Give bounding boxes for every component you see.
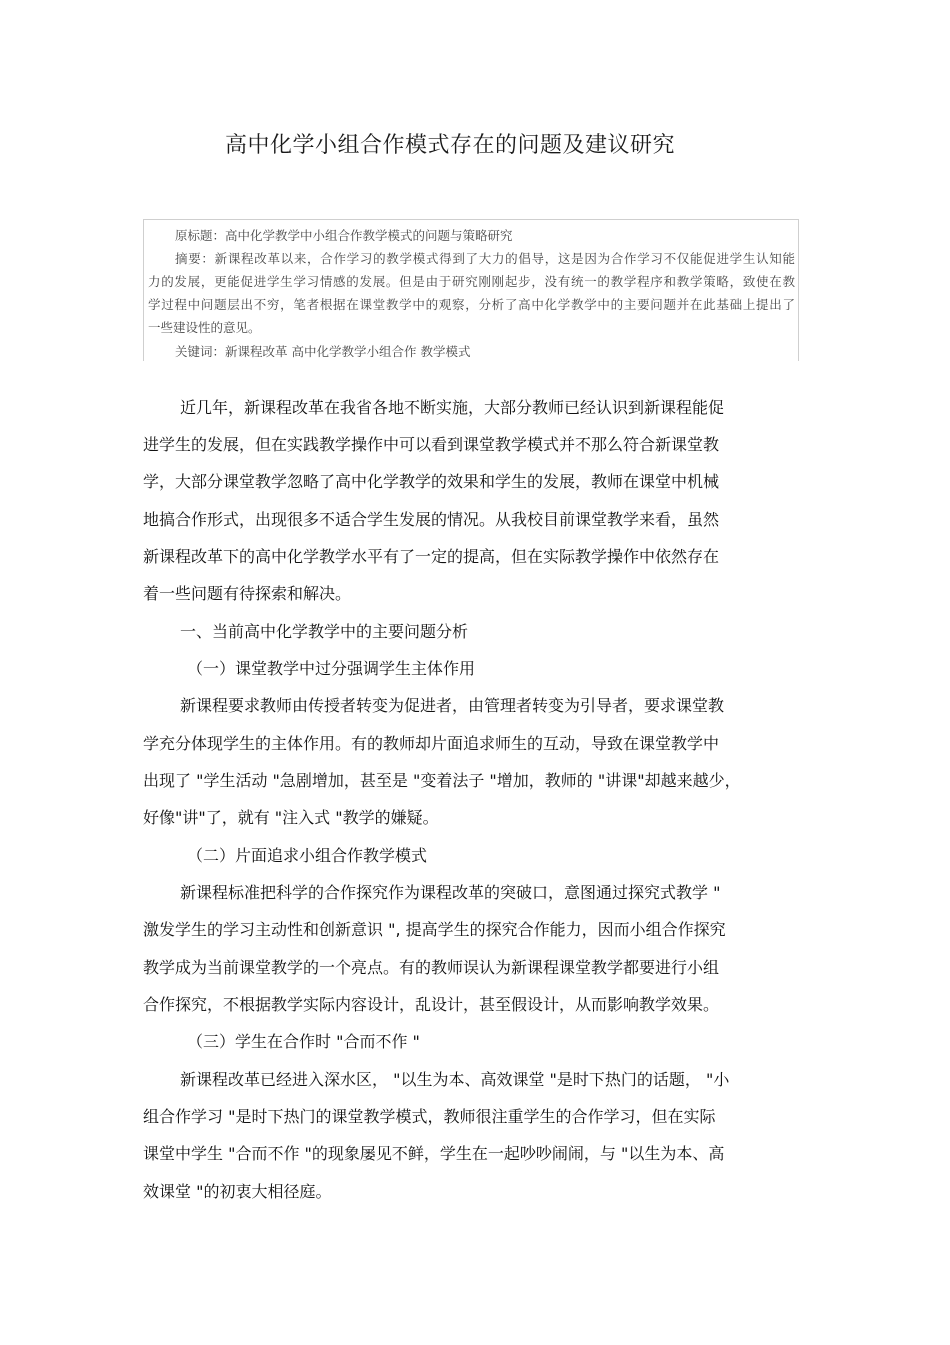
paragraph-line: 新课程改革下的高中化学教学水平有了一定的提高，但在实际教学操作中依然存在 — [143, 547, 720, 566]
keywords: 关键词：新课程改革 高中化学教学小组合作 教学模式 — [175, 344, 471, 359]
abstract-box — [143, 219, 799, 361]
abstract-line: 力的发展，更能促进学生学习情感的发展。但是由于研究刚刚起步，没有统一的教学程序和教学策略，致使在教 — [148, 274, 795, 289]
document-title: 高中化学小组合作模式存在的问题及建议研究 — [224, 133, 675, 158]
abstract-line: 一些建设性的意见。 — [148, 320, 261, 335]
abstract-line: 摘要：新课程改革以来，合作学习的教学模式得到了大力的倡导，这是因为合作学习不仅能促进学生认知能 — [175, 251, 795, 266]
paragraph-line: 近几年，新课程改革在我省各地不断实施，大部分教师已经认识到新课程能促 — [180, 398, 725, 417]
original-title: 原标题：高中化学教学中小组合作教学模式的问题与策略研究 — [175, 228, 513, 243]
subsection-heading: （二）片面追求小组合作教学模式 — [187, 846, 428, 865]
paragraph-line: 组合作学习 "是时下热门的课堂教学模式，教师很注重学生的合作学习，但在实际 — [143, 1107, 716, 1126]
paragraph-line: 新课程标准把科学的合作探究作为课程改革的突破口，意图通过探究式教学 " — [180, 883, 721, 902]
paragraph-line: 出现了 "学生活动 "急剧增加，甚至是 "变着法子 "增加，教师的 "讲课"却越来越少， — [143, 771, 741, 790]
subsection-heading: （一）课堂教学中过分强调学生主体作用 — [187, 659, 476, 678]
paragraph-line: 新课程要求教师由传授者转变为促进者，由管理者转变为引导者，要求课堂教 — [180, 696, 725, 715]
paragraph-line: 好像"讲"了，就有 "注入式 "教学的嫌疑。 — [143, 808, 439, 827]
section-heading: 一、当前高中化学教学中的主要问题分析 — [180, 622, 469, 641]
paragraph-line: 学，大部分课堂教学忽略了高中化学教学的效果和学生的发展，教师在课堂中机械 — [143, 472, 720, 491]
paragraph-line: 教学成为当前课堂教学的一个亮点。有的教师误认为新课程课堂教学都要进行小组 — [143, 958, 720, 977]
paragraph-line: 新课程改革已经进入深水区， "以生为本、高效课堂 "是时下热门的话题， "小 — [180, 1070, 730, 1089]
paragraph-line: 进学生的发展，但在实践教学操作中可以看到课堂教学模式并不那么符合新课堂教 — [143, 435, 720, 454]
paragraph-line: 效课堂 "的初衷大相径庭。 — [143, 1182, 332, 1201]
paragraph-line: 地搞合作形式，出现很多不适合学生发展的情况。从我校目前课堂教学来看，虽然 — [143, 510, 720, 529]
paragraph-line: 着一些问题有待探索和解决。 — [143, 584, 352, 603]
abstract-line: 学过程中问题层出不穷，笔者根据在课堂教学中的观察，分析了高中化学教学中的主要问题并在此基础上提出了 — [148, 297, 795, 312]
subsection-heading: （三）学生在合作时 "合而不作 " — [187, 1032, 420, 1051]
paragraph-line: 合作探究，不根据教学实际内容设计，乱设计，甚至假设计，从而影响教学效果。 — [143, 995, 720, 1014]
paragraph-line: 课堂中学生 "合而不作 "的现象屡见不鲜，学生在一起吵吵闹闹，与 "以生为本、高 — [143, 1144, 725, 1163]
paragraph-line: 学充分体现学生的主体作用。有的教师却片面追求师生的互动，导致在课堂教学中 — [143, 734, 720, 753]
paragraph-line: 激发学生的学习主动性和创新意识 ", 提高学生的探究合作能力，因而小组合作探究 — [143, 920, 726, 939]
